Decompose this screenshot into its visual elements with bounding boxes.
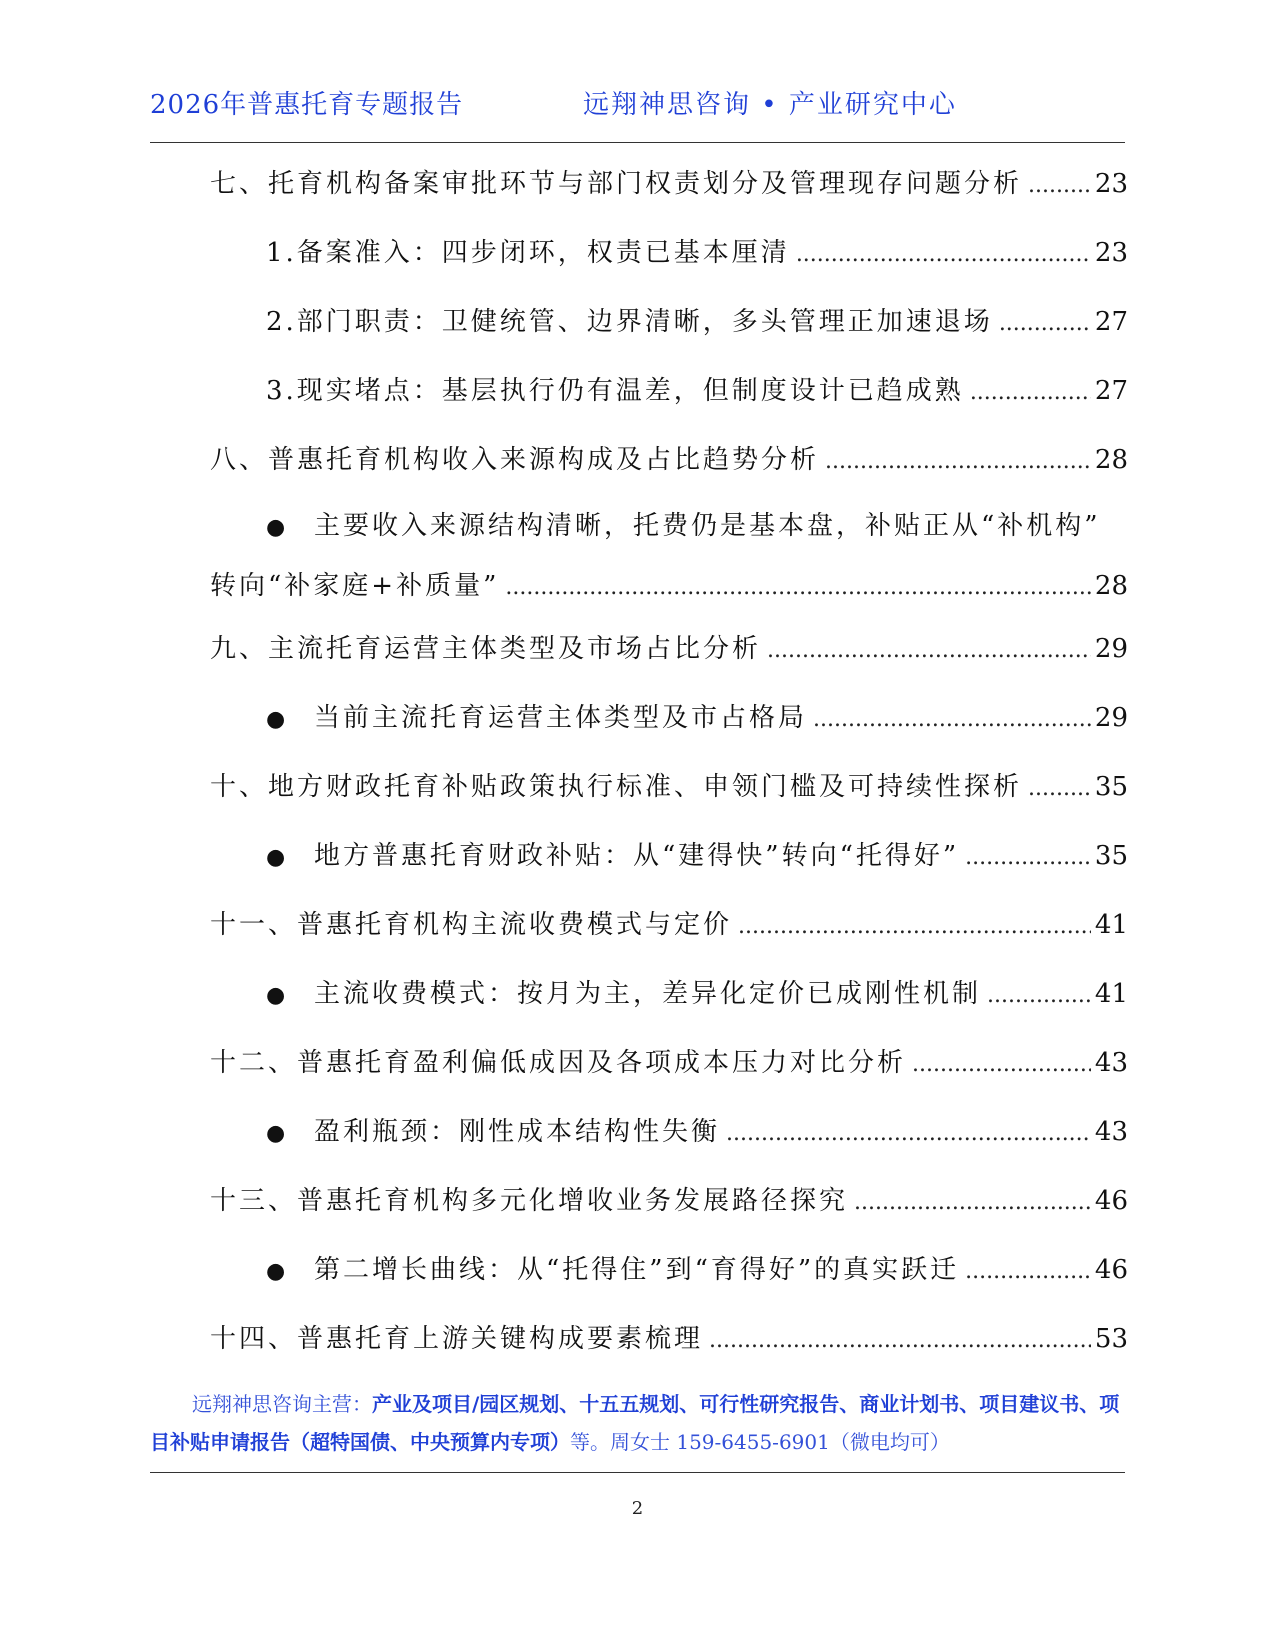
report-title: 2026年普惠托育专题报告: [150, 90, 464, 120]
toc-page-number: 28: [1094, 445, 1128, 475]
toc-entry-section-7[interactable]: [210, 150, 1128, 219]
footer-divider: [150, 1472, 1125, 1473]
header-divider: [150, 142, 1125, 143]
toc-leader-dots: [767, 616, 1091, 685]
bullet-icon: ●: [266, 983, 289, 1008]
toc-entry-8-bullet-line1[interactable]: [210, 495, 1128, 557]
publisher-name: 远翔神思咨询 • 产业研究中心: [583, 90, 957, 120]
toc-entry-text: [266, 1236, 959, 1306]
toc-entry-11-bullet[interactable]: [210, 960, 1128, 1029]
bullet-icon: ●: [266, 707, 289, 732]
toc-leader-dots: [970, 358, 1091, 427]
toc-leader-dots: [709, 1306, 1091, 1375]
toc-page-number: 46: [1094, 1255, 1128, 1285]
toc-leader-dots: [825, 427, 1091, 496]
bullet-icon: ●: [266, 1121, 289, 1146]
toc-entry-13-bullet[interactable]: [210, 1236, 1128, 1305]
toc-entry-text: 十一、普惠托育机构主流收费模式与定价: [210, 910, 733, 940]
toc-entry-text: 九、主流托育运营主体类型及市场占比分析: [210, 634, 762, 664]
toc-entry-7-3[interactable]: [210, 357, 1128, 426]
toc-entry-text: [266, 1098, 720, 1168]
toc-entry-section-10[interactable]: [210, 753, 1128, 822]
toc-entry-section-12[interactable]: [210, 1029, 1128, 1098]
toc-entry-text: [266, 960, 981, 1030]
toc-page-number: 27: [1094, 307, 1128, 337]
toc-page-number: 35: [1094, 772, 1128, 802]
toc-page-number: 35: [1094, 841, 1128, 871]
toc-entry-text: 十四、普惠托育上游关键构成要素梳理: [210, 1324, 704, 1354]
toc-entry-text: [266, 684, 807, 754]
toc-leader-dots: [1028, 151, 1091, 220]
toc-page-number: 23: [1094, 238, 1128, 268]
toc-leader-dots: [738, 892, 1091, 961]
toc-entry-10-bullet[interactable]: [210, 822, 1128, 891]
toc-entry-text: [266, 822, 959, 892]
toc-leader-dots: [987, 961, 1091, 1030]
toc-leader-dots: [813, 685, 1091, 754]
toc-entry-label: 当前主流托育运营主体类型及市占格局: [314, 703, 808, 733]
toc-entry-7-2[interactable]: [210, 288, 1128, 357]
toc-leader-dots: [965, 823, 1091, 892]
toc-page-number: 53: [1094, 1324, 1128, 1354]
toc-entry-label: 地方普惠托育财政补贴：从“建得快”转向“托得好”: [314, 841, 960, 871]
toc-leader-dots: [965, 1237, 1091, 1306]
toc-entry-text-line2: 转向“补家庭+补质量”: [210, 571, 500, 601]
toc-entry-8-bullet-line2[interactable]: [210, 557, 1128, 615]
toc-page-number: 41: [1094, 910, 1128, 940]
toc-entry-section-14[interactable]: [210, 1305, 1128, 1374]
toc-leader-dots: [796, 220, 1091, 289]
toc-entry-section-8[interactable]: [210, 426, 1128, 495]
toc-entry-text: 2.部门职责：卫健统管、边界清晰，多头管理正加速退场: [266, 307, 993, 337]
page-number: 2: [631, 1498, 644, 1519]
toc-entry-section-13[interactable]: [210, 1167, 1128, 1236]
toc-page-number: 23: [1094, 169, 1128, 199]
bullet-icon: ●: [266, 1259, 289, 1284]
toc-entry-text: 十三、普惠托育机构多元化增收业务发展路径探究: [210, 1186, 849, 1216]
toc-entry-text: 十二、普惠托育盈利偏低成因及各项成本压力对比分析: [210, 1048, 907, 1078]
page-header: [150, 84, 1125, 126]
toc-entry-text: 1.备案准入：四步闭环，权责已基本厘清: [266, 238, 790, 268]
toc-entry-9-bullet[interactable]: [210, 684, 1128, 753]
toc-entry-label: 盈利瓶颈：刚性成本结构性失衡: [314, 1117, 721, 1147]
toc-leader-dots: [912, 1030, 1091, 1099]
toc-page-number: 27: [1094, 376, 1128, 406]
toc-entry-text: 七、托育机构备案审批环节与部门权责划分及管理现存问题分析: [210, 169, 1023, 199]
service-promo-note: [150, 1385, 1125, 1461]
toc-page-number: 41: [1094, 979, 1128, 1009]
toc-page-number: 43: [1094, 1117, 1128, 1147]
toc-page-number: 29: [1094, 634, 1128, 664]
toc-entry-text-line1: 主要收入来源结构清晰，托费仍是基本盘，补贴正从“补机构”: [314, 511, 1101, 541]
promo-lead: 远翔神思咨询主营：: [192, 1392, 372, 1416]
toc-entry-7-1[interactable]: [210, 219, 1128, 288]
toc-page-number: 28: [1094, 571, 1128, 601]
toc-entry-text: [266, 495, 1101, 559]
toc-leader-dots: [999, 289, 1091, 358]
table-of-contents: [210, 150, 1128, 1374]
toc-entry-section-9[interactable]: [210, 615, 1128, 684]
toc-page-number: 43: [1094, 1048, 1128, 1078]
promo-contact: 等。周女士 159-6455-6901（微电均可）: [570, 1430, 950, 1454]
toc-entry-label: 第二增长曲线：从“托得住”到“育得好”的真实跃迁: [314, 1255, 960, 1285]
promo-services: 产业及项目/园区规划、十五五规划、可行性研究报告、商业计划书、项目建议书、项目补贴申请报告（超特国债、中央预算内专项）: [150, 1392, 1120, 1454]
toc-leader-dots: [1028, 754, 1091, 823]
bullet-icon: ●: [266, 845, 289, 870]
toc-entry-12-bullet[interactable]: [210, 1098, 1128, 1167]
bullet-icon: ●: [266, 515, 289, 540]
toc-page-number: 29: [1094, 703, 1128, 733]
toc-entry-text: 3.现实堵点：基层执行仍有温差，但制度设计已趋成熟: [266, 376, 964, 406]
toc-leader-dots: [854, 1168, 1091, 1237]
toc-leader-dots: [505, 559, 1091, 617]
toc-entry-label: 主流收费模式：按月为主，差异化定价已成刚性机制: [314, 979, 982, 1009]
toc-leader-dots: [726, 1099, 1091, 1168]
toc-entry-section-11[interactable]: [210, 891, 1128, 960]
toc-entry-text: 十、地方财政托育补贴政策执行标准、申领门槛及可持续性探析: [210, 772, 1023, 802]
toc-entry-text: 八、普惠托育机构收入来源构成及占比趋势分析: [210, 445, 820, 475]
toc-page-number: 46: [1094, 1186, 1128, 1216]
